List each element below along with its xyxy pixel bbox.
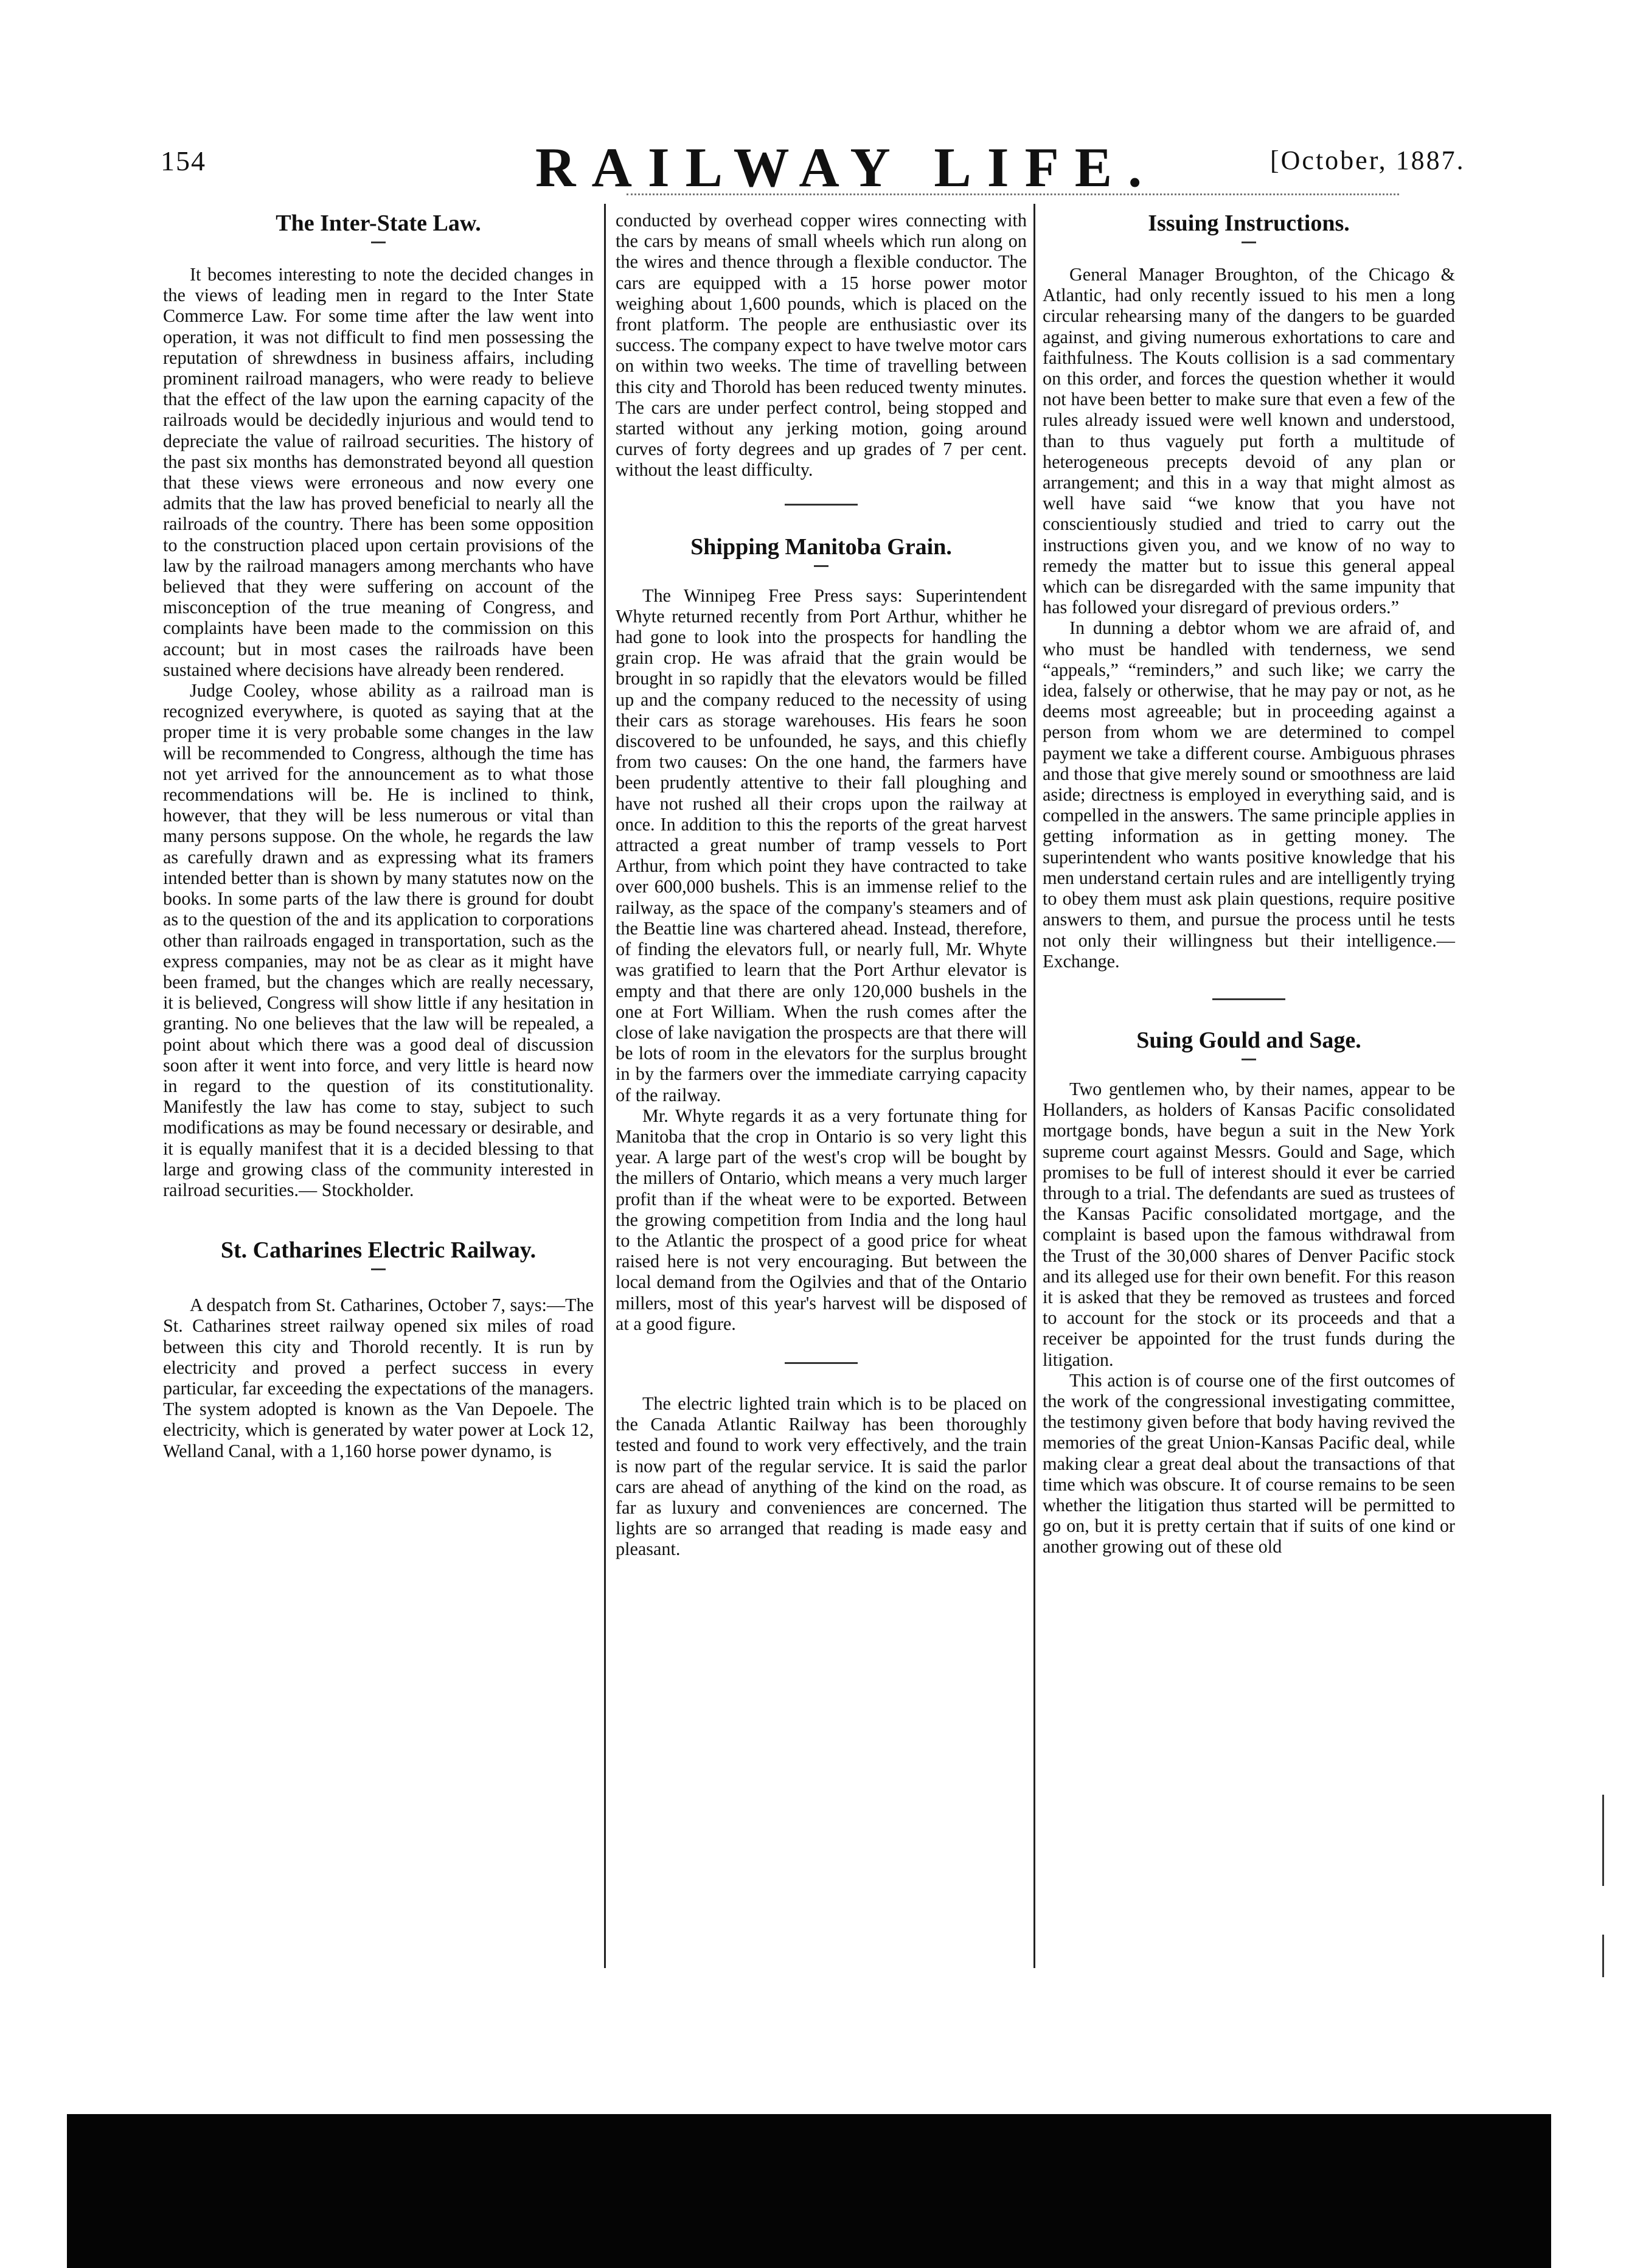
article-title-manitoba: Shipping Manitoba Grain. xyxy=(690,534,952,560)
paragraph: conducted by overhead copper wires connecting with the cars by means of small wheels which run along on the wires and thence through a flexible conductor. The cars are equipped with a 15 horse power motor weighing about 1,600 pounds, which is placed on the front platform. The people are enthusiastic over its success. The company expect to have twelve motor cars on within two weeks. The time of travelling between this city and Thorold has been reduced twenty minutes. The cars are under perfect control, being stopped and started without any jerking motion, going around curves of forty degrees and up grades of 7 per cent. without the least difficulty. xyxy=(616,210,1027,481)
paragraph: Two gentlemen who, by their names, appear to be Hollanders, as holders of Kansas Pacific consolidated mortgage bonds, have begun a suit in the New York supreme court against Messrs. Gould and Sage, which promises to be full of interest should it ever be carried through to a trial. The defendants are sued as trustees of the Kansas Pacific consolidated mortgage, and the complaint is based upon the famous withdrawal from the Trust of the 30,000 shares of Denver Pacific stock and its alleged use for their own benefit. For this reason it is asked that they be removed as trustees and forced to account for the stock or its proceeds and that a receiver be appointed for the trust funds during the litigation. xyxy=(1043,1078,1455,1370)
article-title-instructions: Issuing Instructions. xyxy=(1148,210,1350,236)
paragraph: In dunning a debtor whom we are afraid of, and who must be handled with tenderness, we send “appeals,” “reminders,” and such like; we carry the idea, falsely or otherwise, that he may pay or not, as he deems most agreeable; but in proceeding against a person from whom we are determined to compel payment we take a different course. Ambiguous phrases and those that give merely sound or smoothness are laid aside; directness is employed in everything said, and is compelled in the answers. The same principle applies in getting information as in getting money. The superintendent who wants positive knowledge that his men understand certain rules and are intelligently trying to obey them must ask plain questions, require positive answers to them, and pursue the process until he tests not only their willingness but their intelligence.—Exchange. xyxy=(1043,617,1455,972)
column-2 xyxy=(616,210,1027,1560)
publication-title: RAILWAY LIFE. xyxy=(535,136,1158,198)
paragraph: Mr. Whyte regards it as a very fortunate thing for Manitoba that the crop in Ontario is so very light this year. A large part of the west's crop will be bought by the millers of Ontario, which means a very much larger profit than if the wheat were to be exported. Between the growing competition from India and the long haul to the Atlantic the prospect of a good price for wheat raised here is not very encouraging. But between the local demand from the Ogilvies and that of the Ontario millers, most of this year's harvest will be disposed of at a good figure. xyxy=(616,1105,1027,1334)
scan-bottom-bar xyxy=(67,2114,1551,2268)
page-number: 154 xyxy=(161,145,206,176)
article-title-gould-sage: Suing Gould and Sage. xyxy=(1136,1027,1361,1053)
masthead-rule xyxy=(627,193,1399,195)
paragraph: General Manager Broughton, of the Chicago & Atlantic, had only recently issued to his men a long circular rehearsing many of the dangers to be guarded against, and giving numerous exhortations to care and faithfulness. The Kouts collision is a sad commentary on this order, and forces the question whether it would not have been better to make sure that even a few of the rules already issued were well known and understood, than to thus vaguely put forth a multitude of heterogeneous precepts devoid of any plan or arrangement; and this in a way that might almost as well have said “we know that you have not conscientiously studied and tried to carry out the instructions given you, and we know of no way to remedy the matter but to issue this general appeal which can be disregarded with the same impunity that has followed your disregard of previous orders.” xyxy=(1043,264,1455,618)
paragraph: A despatch from St. Catharines, October 7, says:—The St. Catharines street railway opened six miles of road between this city and Thorold recently. It is run by electricity and proved a perfect success in every particular, far exceeding the expectations of the managers. The system adopted is known as the Van Depoele. The electricity, which is generated by water power at Lock 12, Welland Canal, with a 1,160 horse power dynamo, is xyxy=(163,1295,594,1461)
paragraph: It becomes interesting to note the decided changes in the views of leading men in regard to the Inter State Commerce Law. For some time after the law went into operation, it was not difficult to find men possessing the reputation of shrewdness in business affairs, including prominent railroad managers, who were ready to believe that the effect of the law upon the earning capacity of the railroads would be decidedly injurious and would tend to depreciate the value of railroad securities. The history of the past six months has demonstrated beyond all question that these views were erroneous and now every one admits that the law has proved beneficial to nearly all the railroads of the country. There has been some opposition to the construction placed upon certain provisions of the law by the railroad managers among merchants who have believed that they were suffering on account of the misconception of the true meaning of Congress, and complaints have been made to the commission on this account; but in most cases the railroads have been sustained where decisions have already been rendered. xyxy=(163,264,594,680)
scan-edge-mark xyxy=(1602,1795,1604,1886)
column-divider-1 xyxy=(604,204,606,1968)
article-title-st-catharines: St. Catharines Electric Railway. xyxy=(220,1237,537,1264)
paragraph: The electric lighted train which is to be placed on the Canada Atlantic Railway has been thoroughly tested and found to work very effectively, and the train is now part of the regular service. It is said the parlor cars are ahead of anything of the kind on the road, as far as luxury and conveniences are concerned. The lights are so arranged that reading is made easy and pleasant. xyxy=(616,1393,1027,1560)
column-3 xyxy=(1043,210,1455,1557)
issue-date: [October, 1887. xyxy=(1270,145,1465,175)
paragraph: This action is of course one of the first outcomes of the work of the congressional investigating committee, the testimony given before that body having revived the memories of the great Union-Kansas Pacific deal, while making clear a great deal about the transactions of that time which was obscure. It of course remains to be seen whether the litigation thus started will be permitted to go on, but it is pretty certain that if suits of one kind or another growing out of these old xyxy=(1043,1369,1455,1557)
column-divider-2 xyxy=(1033,204,1035,1968)
article-title-inter-state: The Inter-State Law. xyxy=(276,210,481,236)
paragraph: Judge Cooley, whose ability as a railroad man is recognized everywhere, is quoted as saying that at the proper time it is very probable some changes in the law will be recommended to Congress, although the time has not yet arrived for the announcement as to what those recommendations will be. He is inclined to think, however, that they will be less numerous or vital than many persons suppose. On the whole, he regards the law as carefully drawn and as expressing what its framers intended better than is shown by many statutes now on the books. In some parts of the law there is ground for doubt as to the question of the and its application to corporations other than railroads engaged in transportation, such as the express companies, may not be as clear as it might have been framed, but the changes which are really necessary, it is believed, Congress will show little if any hesitation in granting. No one believes that the law will be repealed, a point about which there was a good deal of discussion soon after it went into force, and very little is heard now in regard to the question of its constitutionality. Manifestly the law has come to stay, subject to such modifications as may be found necessary or desirable, and it is equally manifest that it is a decided blessing to that large and growing class of the community interested in railroad securities.— Stockholder. xyxy=(163,680,594,1200)
column-1 xyxy=(163,210,594,1461)
scan-edge-mark xyxy=(1602,1935,1604,1977)
paragraph: The Winnipeg Free Press says: Superintendent Whyte returned recently from Port Arthur, whither he had gone to look into the prospects for handling the grain crop. He was afraid that the grain would be brought in so rapidly that the elevators would be filled up and the company reduced to the necessity of using their cars as storage warehouses. His fears he soon discovered to be unfounded, he says, and this chiefly from two causes: On the one hand, the farmers have been prudently attentive to their fall ploughing and have not rushed all their crops upon the railway at once. In addition to this the reports of the great harvest attracted a great number of tramp vessels to Port Arthur, from which point they have contracted to take over 600,000 bushels. This is an immense relief to the railway, as the space of the company's steamers and of the Beattie line was chartered ahead. Instead, therefore, of finding the elevators full, or nearly full, Mr. Whyte was gratified to learn that the Port Arthur elevator is empty and that there are only 120,000 bushels in the one at Fort William. When the rush comes after the close of lake navigation the prospects are that there will be lots of room in the elevators for the surplus brought in by the farmers over the immediate carrying capacity of the railway. xyxy=(616,585,1027,1105)
